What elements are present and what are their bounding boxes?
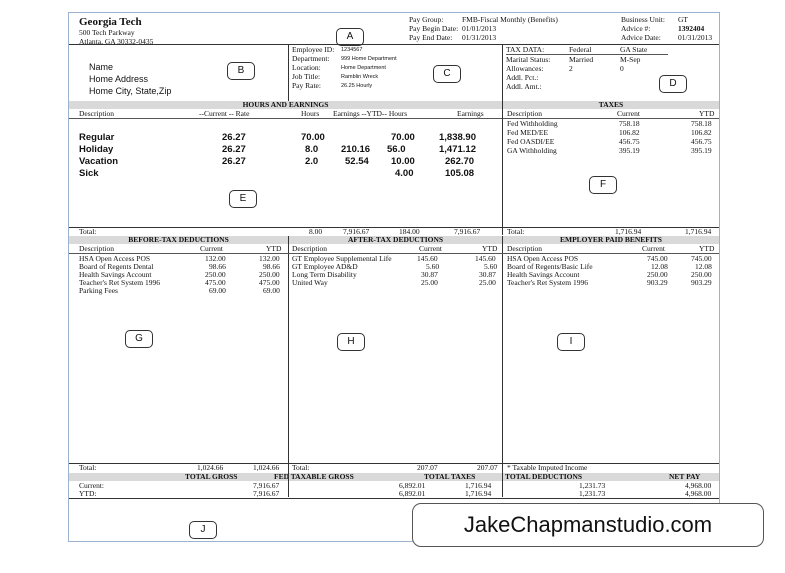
deduction-current: 69.00 (209, 286, 226, 295)
deduction-description: Teacher's Ret System 1996 (79, 278, 161, 287)
earnings-ytd-hours: 70.00 (391, 132, 415, 143)
pay-rate-value: 26.25 Hourly (341, 83, 373, 89)
marker-e: E (229, 190, 257, 208)
hours-col-current-rate: --Current -- Rate (199, 109, 250, 118)
marker-j: J (189, 521, 217, 539)
after-tax-header: AFTER-TAX DEDUCTIONS (289, 236, 502, 244)
benefit-description: Health Savings Account (507, 270, 580, 279)
deduction-description: Parking Fees (79, 286, 118, 295)
marker-f: F (589, 176, 617, 194)
marker-b: B (227, 62, 255, 80)
earnings-ytd-hours: 56.0 (387, 144, 406, 155)
pay-begin-label: Pay Begin Date: (409, 24, 459, 33)
benefits-col-description: Description (507, 244, 542, 253)
tax-row (503, 120, 719, 128)
earnings-rate: 26.27 (222, 144, 246, 155)
business-unit-value: GT (678, 15, 688, 24)
hours-total-label: Total: (79, 227, 97, 236)
benefit-current: 745.00 (647, 254, 668, 263)
deduction-ytd: 69.00 (263, 286, 280, 295)
tax-ytd: 395.19 (691, 146, 712, 155)
earnings-description: Vacation (79, 156, 119, 167)
benefit-current: 250.00 (647, 270, 668, 279)
tax-description: Fed MED/EE (507, 128, 549, 137)
tax-ytd: 106.82 (691, 128, 712, 137)
advice-date-label: Advice Date: (621, 33, 661, 42)
tax-current: 106.82 (619, 128, 640, 137)
marital-status-state: M-Sep (620, 55, 641, 64)
deduction-current: 5.60 (426, 262, 440, 271)
earnings-row (69, 156, 502, 168)
location-label: Location: (292, 63, 321, 72)
deduction-ytd: 475.00 (259, 278, 280, 287)
taxes-total-label: Total: (507, 227, 525, 236)
employee-home-city: Home City, State,Zip (89, 86, 172, 96)
tax-data-state: GA State (620, 45, 648, 54)
department-value: 999 Home Department (341, 56, 397, 62)
deduction-current: 25.00 (421, 278, 438, 287)
hours-col-hours: Hours (301, 109, 320, 118)
summary-current-row (69, 482, 719, 490)
marker-i: I (557, 333, 585, 351)
employee-id-value: 1234567 (341, 47, 363, 53)
summary-current-label: Current: (79, 481, 104, 490)
taxable-income-footnote: * Taxable Imputed Income (507, 463, 588, 472)
benefit-ytd: 250.00 (691, 270, 712, 279)
after-tax-total-current: 207.07 (417, 463, 438, 472)
watermark-label: JakeChapmanstudio.com (412, 503, 764, 547)
hours-col-earnings-ytd: Earnings --YTD-- Hours (333, 109, 408, 118)
earnings-description: Regular (79, 132, 115, 143)
allowances-federal: 2 (569, 64, 573, 73)
hours-col-earnings: Earnings (457, 109, 484, 118)
benefit-description: Teacher's Ret System 1996 (507, 278, 589, 287)
marital-status-federal: Married (569, 55, 594, 64)
job-title-value: Ramblin Wreck (341, 74, 379, 80)
pay-begin-value: 01/01/2013 (462, 24, 497, 33)
hours-total-earnings: 7,916.67 (343, 227, 370, 236)
after-tax-col-description: Description (292, 244, 327, 253)
pay-end-label: Pay End Date: (409, 33, 453, 42)
earnings-row (69, 168, 502, 180)
deduction-current: 30.87 (421, 270, 438, 279)
deduction-ytd: 250.00 (259, 270, 280, 279)
company-address-line1: 500 Tech Parkway (79, 28, 135, 37)
tax-current: 456.75 (619, 137, 640, 146)
summary-col-fed-taxable: FED TAXABLE GROSS (274, 472, 354, 481)
before-tax-header: BEFORE-TAX DEDUCTIONS (69, 236, 288, 244)
taxes-col-ytd: YTD (699, 109, 715, 118)
deduction-current: 145.60 (417, 254, 438, 263)
company-name: Georgia Tech (79, 16, 142, 28)
earnings-ytd-hours: 10.00 (391, 156, 415, 167)
addl-pct-label: Addl. Pct.: (506, 73, 539, 82)
deduction-ytd: 98.66 (263, 262, 280, 271)
tax-description: GA Withholding (507, 146, 557, 155)
hours-total-ytd-hours: 184.00 (399, 227, 420, 236)
employee-home-address: Home Address (89, 74, 149, 84)
hours-total-ytd-earnings: 7,916.67 (454, 227, 481, 236)
summary-current-taxes: 1,716.94 (465, 481, 492, 490)
tax-description: Fed OASDI/EE (507, 137, 555, 146)
earnings-rate: 26.27 (222, 132, 246, 143)
before-tax-col-description: Description (79, 244, 114, 253)
taxes-total-ytd: 1,716.94 (685, 227, 712, 236)
taxes-header: TAXES (503, 101, 719, 109)
summary-col-net-pay: NET PAY (669, 472, 701, 481)
summary-ytd-label: YTD: (79, 489, 97, 498)
summary-current-deductions: 1,231.73 (579, 481, 606, 490)
earnings-ytd-amount: 1,471.12 (439, 144, 476, 155)
tax-current: 395.19 (619, 146, 640, 155)
hours-col-description: Description (79, 109, 114, 118)
addl-amt-label: Addl. Amt.: (506, 82, 542, 91)
tax-current: 758.18 (619, 119, 640, 128)
earnings-hours: 2.0 (305, 156, 319, 167)
marker-d: D (659, 75, 687, 93)
earnings-rate: 26.27 (222, 156, 246, 167)
advice-number-value: 1392404 (678, 24, 705, 33)
paystub-sheet (68, 12, 720, 542)
allowances-label: Allowances: (506, 64, 544, 73)
tax-row (503, 129, 719, 137)
earnings-amount: 210.16 (341, 144, 371, 155)
before-tax-total-label: Total: (79, 463, 97, 472)
summary-ytd-gross: 7,916.67 (253, 489, 280, 498)
after-tax-total-label: Total: (292, 463, 310, 472)
earnings-row (69, 132, 502, 144)
deduction-current: 98.66 (209, 262, 226, 271)
before-tax-col-current: Current (200, 244, 223, 253)
before-tax-col-ytd: YTD (266, 244, 282, 253)
allowances-state: 0 (620, 64, 624, 73)
benefit-current: 12.08 (651, 262, 668, 271)
taxes-total-current: 1,716.94 (615, 227, 642, 236)
summary-col-total-taxes: TOTAL TAXES (424, 472, 476, 481)
deduction-ytd: 5.60 (484, 262, 498, 271)
summary-current-net: 4,968.00 (685, 481, 712, 490)
deduction-current: 475.00 (205, 278, 226, 287)
deduction-description: Long Term Disability (292, 270, 357, 279)
benefit-row (503, 279, 719, 287)
deduction-description: Board of Regents Dental (79, 262, 154, 271)
pay-end-value: 01/31/2013 (462, 33, 497, 42)
deduction-current: 132.00 (205, 254, 226, 263)
tax-row (503, 147, 719, 155)
marker-c: C (433, 65, 461, 83)
summary-ytd-net: 4,968.00 (685, 489, 712, 498)
summary-ytd-row (69, 490, 719, 498)
deduction-ytd: 145.60 (475, 254, 496, 263)
advice-number-label: Advice #: (621, 24, 651, 33)
summary-col-total-deductions: TOTAL DEDUCTIONS (505, 472, 583, 481)
tax-row (503, 138, 719, 146)
before-tax-total-ytd: 1,024.66 (253, 463, 280, 472)
earnings-row (69, 144, 502, 156)
advice-date-value: 01/31/2013 (678, 33, 713, 42)
earnings-description: Sick (79, 168, 99, 179)
benefit-description: Board of Regents/Basic Life (507, 262, 593, 271)
deduction-description: GT Employee AD&D (292, 262, 358, 271)
tax-description: Fed Withholding (507, 119, 558, 128)
benefit-ytd: 745.00 (691, 254, 712, 263)
deduction-description: GT Employee Supplemental Life (292, 254, 392, 263)
location-value: Home Department (341, 65, 386, 71)
deduction-ytd: 30.87 (479, 270, 496, 279)
marker-a: A (336, 28, 364, 46)
marital-status-label: Marital Status: (506, 55, 551, 64)
earnings-hours: 70.00 (301, 132, 325, 143)
employer-benefits-header: EMPLOYER PAID BENEFITS (503, 236, 719, 244)
hours-earnings-header: HOURS AND EARNINGS (69, 101, 502, 109)
marker-g: G (125, 330, 153, 348)
earnings-ytd-amount: 105.08 (445, 168, 475, 179)
employee-name: Name (89, 62, 114, 72)
deduction-ytd: 25.00 (479, 278, 496, 287)
earnings-ytd-amount: 1,838.90 (439, 132, 476, 143)
marker-h: H (337, 333, 365, 351)
job-title-label: Job Title: (292, 72, 321, 81)
summary-ytd-taxes: 1,716.94 (465, 489, 492, 498)
tax-data-federal: Federal (569, 45, 592, 54)
benefit-ytd: 903.29 (691, 278, 712, 287)
benefits-col-ytd: YTD (699, 244, 715, 253)
summary-ytd-deductions: 1,231.73 (579, 489, 606, 498)
earnings-ytd-hours: 4.00 (395, 168, 414, 179)
deduction-current: 250.00 (205, 270, 226, 279)
taxes-col-description: Description (507, 109, 542, 118)
taxes-col-current: Current (617, 109, 640, 118)
employee-id-label: Employee ID: (292, 45, 335, 54)
department-label: Department: (292, 54, 330, 63)
before-tax-total-current: 1,024.66 (197, 463, 224, 472)
before-tax-row (69, 287, 288, 295)
earnings-ytd-amount: 262.70 (445, 156, 475, 167)
pay-group-label: Pay Group: (409, 15, 444, 24)
tax-data-title: TAX DATA: (506, 45, 545, 54)
pay-rate-label: Pay Rate: (292, 81, 321, 90)
earnings-amount: 52.54 (345, 156, 369, 167)
benefits-col-current: Current (642, 244, 665, 253)
tax-ytd: 758.18 (691, 119, 712, 128)
pay-group-value: FMB-Fiscal Monthly (Benefits) (462, 15, 558, 24)
deduction-description: United Way (292, 278, 328, 287)
benefit-description: HSA Open Access POS (507, 254, 579, 263)
deduction-ytd: 132.00 (259, 254, 280, 263)
summary-header-band (69, 473, 719, 481)
summary-col-total-gross: TOTAL GROSS (185, 472, 238, 481)
deduction-description: HSA Open Access POS (79, 254, 151, 263)
after-tax-total-ytd: 207.07 (477, 463, 498, 472)
summary-current-fed-taxable: 6,892.01 (399, 481, 426, 490)
benefit-ytd: 12.08 (695, 262, 712, 271)
after-tax-col-ytd: YTD (482, 244, 498, 253)
summary-ytd-fed-taxable: 6,892.01 (399, 489, 426, 498)
benefit-current: 903.29 (647, 278, 668, 287)
company-address-line2: Atlanta, GA 30332-0435 (79, 37, 154, 46)
earnings-hours: 8.0 (305, 144, 319, 155)
deduction-description: Health Savings Account (79, 270, 152, 279)
earnings-description: Holiday (79, 144, 114, 155)
business-unit-label: Business Unit: (621, 15, 665, 24)
tax-ytd: 456.75 (691, 137, 712, 146)
summary-current-gross: 7,916.67 (253, 481, 280, 490)
hours-total-hours: 8.00 (309, 227, 323, 236)
after-tax-row (289, 279, 502, 287)
after-tax-col-current: Current (419, 244, 442, 253)
